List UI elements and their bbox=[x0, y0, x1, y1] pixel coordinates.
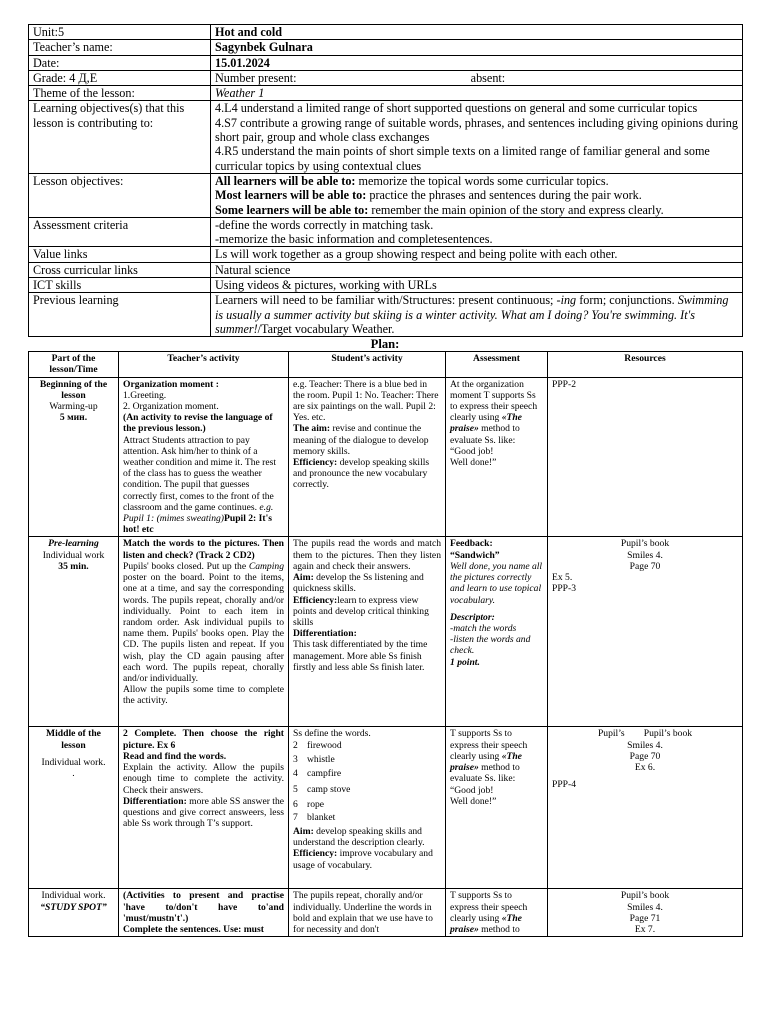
learning-objectives-value bbox=[211, 101, 743, 173]
student-activity-cell bbox=[289, 377, 446, 537]
assessment-text: Well done!” bbox=[450, 457, 497, 469]
unit-label: Unit:5 bbox=[29, 25, 211, 40]
row-learning-objectives bbox=[29, 101, 743, 173]
resource-item: Pupil’s Pupil’s book bbox=[597, 728, 693, 740]
teacher-value: Sagynbek Gulnara bbox=[211, 40, 743, 55]
assessment-cell bbox=[446, 727, 548, 889]
assessment-text: method to bbox=[478, 924, 520, 936]
activity-body: poster on the board. Point to the items, one at a time, and say the corresponding words. The pupils repeat, chorally and/or individually. Point to each item in random order. Ask individual pupils to name them. Pupils' books open. Play the CD. The pupils listen and repeat. If you wish, play the CD again pausing after each word. The pupils repeat, chorally and/or individually. bbox=[123, 572, 284, 684]
previous-vocabulary: /Target vocabulary Weather. bbox=[257, 321, 395, 336]
student-body: e.g. Teacher: There is a blue bed in the room. Pupil 1: No. Teacher: There are six paintings on the wall. Pupil 2: Yes. etc. bbox=[293, 378, 439, 424]
learning-objective-item: 4.R5 understand the main points of short simple texts on a limited range of familiar general and some curricular topics by using contextual clues bbox=[215, 144, 710, 173]
sandwich-label: “Sandwich” bbox=[450, 549, 500, 561]
unit-value: Hot and cold bbox=[211, 25, 743, 40]
grade-label: Grade: 4 Д,Е bbox=[29, 70, 211, 85]
part-cell bbox=[29, 537, 119, 727]
most-learners-label: Most learners will be able to: bbox=[215, 188, 367, 203]
some-learners-text: remember the main opinion of the story and express clearly. bbox=[368, 202, 664, 217]
word-list-item: 7 blanket bbox=[293, 811, 336, 823]
student-body: The pupils read the words and match them to the pictures. Then they listen again and check their answers. bbox=[293, 538, 441, 572]
part-time: 5 мин. bbox=[59, 412, 88, 424]
part-title: Pre-learning bbox=[48, 538, 99, 550]
assessment-criterion: -define the words correctly in matching task. bbox=[215, 217, 434, 232]
assessment-criterion: -memorize the basic information and completesentences. bbox=[215, 232, 493, 247]
part-cell bbox=[29, 889, 119, 937]
row-theme bbox=[29, 86, 743, 101]
aim-text: revise and continue the meaning of the dialogue to develop memory skills. bbox=[293, 423, 429, 457]
poster-name: Camping bbox=[248, 560, 284, 572]
resource-item: PPP-3 bbox=[552, 583, 576, 595]
teacher-activity-cell bbox=[119, 377, 289, 537]
differentiation-label: Differentiation: bbox=[123, 795, 187, 807]
teacher-activity-cell bbox=[119, 537, 289, 727]
assessment-text: T supports Ss to express their speech clearly using bbox=[450, 890, 528, 924]
feedback-label: Feedback: bbox=[450, 538, 493, 550]
row-value-links bbox=[29, 247, 743, 262]
feedback-text: Well done, you name all the pictures correctly and learn to use topical vocabulary. bbox=[450, 560, 543, 606]
part-sub: Individual work. bbox=[41, 756, 106, 768]
student-activity-cell bbox=[289, 889, 446, 937]
part-cell bbox=[29, 377, 119, 537]
resource-item: Ex 6. bbox=[634, 762, 656, 774]
plan-table bbox=[28, 351, 743, 937]
absent-label: absent: bbox=[470, 70, 506, 85]
differentiation-label: Differentiation: bbox=[293, 628, 357, 640]
resource-item: Page 70 bbox=[629, 560, 661, 572]
assessment-cell bbox=[446, 377, 548, 537]
ict-value: Using videos & pictures, working with URLs bbox=[211, 278, 743, 293]
activity-body: Allow the pupils some time to complete the activity. bbox=[123, 684, 284, 707]
activity-note: (An activity to revise the language of the previous lesson.) bbox=[123, 412, 273, 435]
assessment-text: At the organization moment T supports Ss to express their speech clearly using bbox=[450, 378, 538, 424]
plan-header-row bbox=[29, 352, 743, 377]
resources-cell bbox=[548, 889, 743, 937]
resources-cell bbox=[548, 537, 743, 727]
most-learners-text: practice the phrases and sentences during the pair work. bbox=[366, 188, 642, 203]
part-sub: . bbox=[72, 768, 75, 780]
part-title: Beginning of the lesson bbox=[39, 378, 108, 401]
aim-label: Aim: bbox=[293, 572, 314, 584]
lesson-objectives-label: Lesson objectives: bbox=[29, 173, 211, 217]
student-activity-cell bbox=[289, 727, 446, 889]
word-list-item: 3 whistle bbox=[293, 753, 335, 765]
activity-example: Pupil 2: It's hot! etc bbox=[123, 513, 272, 536]
assessment-cell bbox=[446, 889, 548, 937]
cross-curricular-value: Natural science bbox=[211, 262, 743, 277]
row-grade bbox=[29, 70, 743, 85]
assessment-text: method to evaluate Ss. like: bbox=[450, 762, 520, 785]
descriptor-label: Descriptor: bbox=[450, 611, 495, 623]
part-sub: Warming-up bbox=[49, 401, 98, 413]
col-part: Part of the lesson/Time bbox=[29, 352, 119, 377]
resource-item: Smiles 4. bbox=[627, 901, 663, 913]
plan-row-beginning bbox=[29, 377, 743, 537]
efficiency-text: improve vocabulary and usage of vocabulary. bbox=[293, 848, 433, 871]
praise-method: «The praise» bbox=[450, 412, 522, 435]
assessment-text: method to evaluate Ss. like: bbox=[450, 423, 520, 446]
learning-objective-item: 4.S7 contribute a growing range of suitable words, phrases, and sentences including giving opinions during short pair, group and whole class exchanges bbox=[215, 115, 738, 145]
some-learners-label: Some learners will be able to: bbox=[215, 202, 369, 217]
activity-title: Organization moment : bbox=[123, 378, 219, 390]
plan-row-study-spot bbox=[29, 889, 743, 937]
resource-item: Smiles 4. bbox=[627, 739, 663, 751]
part-sub: Individual work bbox=[42, 549, 105, 561]
student-body: Ss define the words. bbox=[293, 728, 371, 740]
row-date bbox=[29, 55, 743, 70]
lesson-objectives-value bbox=[211, 173, 743, 217]
row-cross-curricular bbox=[29, 262, 743, 277]
differentiation-text: more able SS answer the questions and give correct answeers, less able Ss work through T’s support. bbox=[123, 795, 285, 830]
efficiency-label: Efficiency: bbox=[293, 594, 338, 606]
efficiency-text: learn to express view points and develop critical thinking skills bbox=[293, 594, 429, 628]
previous-learning-value bbox=[211, 293, 743, 337]
student-activity-cell bbox=[289, 537, 446, 727]
resource-item: Pupil’s book bbox=[620, 890, 670, 902]
assessment-criteria-label: Assessment criteria bbox=[29, 217, 211, 247]
resource-item: Page 71 bbox=[629, 912, 661, 924]
ict-label: ICT skills bbox=[29, 278, 211, 293]
value-links-label: Value links bbox=[29, 247, 211, 262]
part-title: “STUDY SPOT” bbox=[40, 901, 107, 913]
word-list-item: 2 firewood bbox=[293, 739, 342, 751]
resource-item: Smiles 4. bbox=[627, 549, 663, 561]
activity-example: e.g. Pupil 1: (mimes sweating) bbox=[123, 501, 274, 525]
efficiency-label: Efficiency: bbox=[293, 848, 338, 860]
activity-title: (Activities to present and practise 'have to/don't have to'and 'must/mustn't'.) bbox=[123, 890, 284, 924]
attendance-cell bbox=[211, 70, 743, 85]
activity-body: Attract Students attraction to pay attention. Ask him/her to think of a weather condition and mime it. The rest of the class has to guess the weather condition. The pupil that guesses correctly first, comes to the front of the classroom and the game continues. bbox=[123, 434, 277, 513]
word-list-item: 4 campfire bbox=[293, 768, 342, 780]
activity-title: Read and find the words. bbox=[123, 750, 227, 762]
previous-ing: ing bbox=[560, 293, 577, 308]
row-previous-learning bbox=[29, 293, 743, 337]
assessment-cell bbox=[446, 537, 548, 727]
aim-label: Aim: bbox=[293, 825, 314, 837]
resource-item: Ex 7. bbox=[634, 924, 656, 936]
learning-objective-item: 4.L4 understand a limited range of short supported questions on general and some curricular topics bbox=[215, 101, 698, 116]
assessment-text: “Good job! bbox=[450, 445, 494, 457]
number-present-label: Number present: bbox=[215, 70, 297, 85]
date-label: Date: bbox=[29, 55, 211, 70]
cross-curricular-label: Cross curricular links bbox=[29, 262, 211, 277]
assessment-criteria-value bbox=[211, 217, 743, 247]
differentiation-text: This task differentiated by the time management. More able Ss finish firstly and less able Ss finish later. bbox=[293, 639, 428, 673]
word-list-item: 5 camp stove bbox=[293, 784, 351, 796]
resources-cell bbox=[548, 377, 743, 537]
efficiency-label: Efficiency: bbox=[293, 457, 338, 469]
resource-item: PPP-4 bbox=[552, 779, 576, 791]
word-list-item: 6 rope bbox=[293, 798, 325, 810]
activity-step: 2. Organization moment. bbox=[123, 401, 219, 413]
plan-row-pre-learning bbox=[29, 537, 743, 727]
row-lesson-objectives bbox=[29, 173, 743, 217]
resource-item: Pupil’s book bbox=[620, 538, 670, 550]
row-teacher bbox=[29, 40, 743, 55]
header-table bbox=[28, 24, 743, 337]
part-sub: Individual work. bbox=[41, 890, 106, 902]
activity-title: Complete the sentences. Use: must bbox=[123, 924, 264, 936]
resources-cell bbox=[548, 727, 743, 889]
col-resources: Resources bbox=[548, 352, 743, 377]
descriptor-item: -match the words bbox=[450, 622, 517, 634]
date-value: 15.01.2024 bbox=[211, 55, 743, 70]
praise-method: «The praise» bbox=[450, 912, 522, 936]
teacher-activity-cell bbox=[119, 727, 289, 889]
col-assessment: Assessment bbox=[446, 352, 548, 377]
theme-value: Weather 1 bbox=[211, 86, 743, 101]
previous-text: form; conjunctions. bbox=[576, 293, 675, 308]
previous-text: Learners will need to be familiar with/Structures: present continuous; - bbox=[215, 293, 561, 308]
plan-title: Plan: bbox=[370, 337, 400, 352]
resource-item: PPP-2 bbox=[552, 378, 576, 390]
part-title: Middle of the lesson bbox=[46, 728, 101, 751]
previous-learning-label: Previous learning bbox=[29, 293, 211, 337]
all-learners-text: memorize the topical words some curricular topics. bbox=[355, 173, 609, 188]
row-unit bbox=[29, 25, 743, 40]
aim-text: develop the Ss listening and quickness skills. bbox=[293, 572, 424, 595]
teacher-activity-cell bbox=[119, 889, 289, 937]
assessment-text: Well done!” bbox=[450, 795, 497, 807]
descriptor-points: 1 point. bbox=[450, 656, 480, 668]
row-assessment-criteria bbox=[29, 217, 743, 247]
activity-title: 2 Complete. Then choose the right picture. Ex 6 bbox=[123, 728, 284, 751]
activity-body: Explain the activity. Allow the pupils enough time to complete the activity. Check their answers. bbox=[123, 762, 284, 796]
student-body: The pupils repeat, chorally and/or individually. Underline the words in bold and explain that we use have to for necessity and don't bbox=[293, 890, 433, 936]
part-cell bbox=[29, 727, 119, 889]
activity-title: Match the words to the pictures. Then listen and check? (Track 2 CD2) bbox=[123, 538, 284, 561]
resource-item: Ex 5. bbox=[552, 572, 573, 584]
learning-objectives-label: Learning objectives(s) that this lesson is contributing to: bbox=[29, 101, 211, 173]
descriptor-item: -listen the words and check. bbox=[450, 634, 531, 657]
previous-example: Swimming is usually a summer activity but skiing is a winter activity. What am I doing? You're swimming. It's summer! bbox=[215, 293, 729, 336]
all-learners-label: All learners will be able to: bbox=[215, 173, 356, 188]
aim-label: The aim: bbox=[293, 423, 331, 435]
part-time: 35 min. bbox=[58, 560, 89, 572]
efficiency-text: develop speaking skills and pronounce the new vocabulary correctly. bbox=[293, 457, 430, 491]
lesson-plan-document bbox=[28, 24, 742, 937]
teacher-label: Teacher’s name: bbox=[29, 40, 211, 55]
assessment-text: “Good job! bbox=[450, 784, 494, 796]
resource-item: Page 70 bbox=[629, 750, 661, 762]
theme-label: Theme of the lesson: bbox=[29, 86, 211, 101]
aim-text: develop speaking skills and understand the description clearly. bbox=[293, 825, 425, 849]
plan-row-middle bbox=[29, 727, 743, 889]
praise-method: «The praise» bbox=[450, 750, 522, 774]
col-student: Student’s activity bbox=[289, 352, 446, 377]
assessment-text: T supports Ss to express their speech clearly using bbox=[450, 728, 528, 762]
value-links-value: Ls will work together as a group showing respect and being polite with each other. bbox=[211, 247, 743, 262]
row-ict bbox=[29, 278, 743, 293]
col-teacher: Teacher’s activity bbox=[119, 352, 289, 377]
activity-body: Pupils' books closed. Put up the bbox=[123, 560, 249, 572]
activity-step: 1.Greeting. bbox=[123, 389, 167, 401]
